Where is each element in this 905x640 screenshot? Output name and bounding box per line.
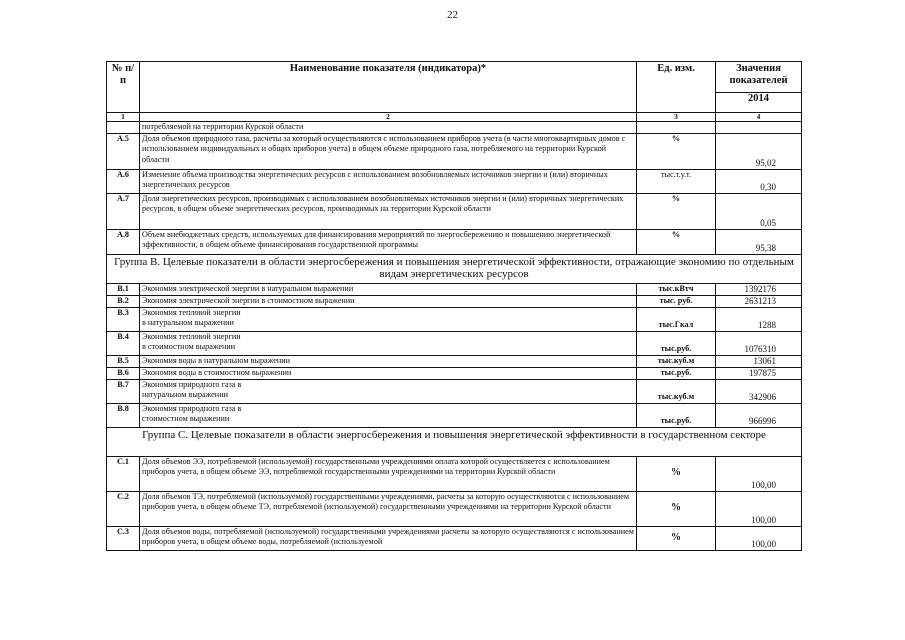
row-value: 100,00 <box>716 456 802 491</box>
row-num: А.7 <box>107 193 140 229</box>
row-unit: % <box>637 456 716 491</box>
row-unit: тыс.т.у.т. <box>637 169 716 193</box>
row-num: В.5 <box>107 355 140 367</box>
header-name: Наименование показателя (индикатора)* <box>140 62 637 113</box>
table-row <box>107 367 802 379</box>
row-num: С.1 <box>107 456 140 491</box>
row-num: С.2 <box>107 491 140 526</box>
table-row <box>107 526 802 550</box>
index-row <box>107 113 802 122</box>
row-num: В.6 <box>107 367 140 379</box>
row-unit: % <box>637 526 716 550</box>
table-row <box>107 169 802 193</box>
table-row <box>107 193 802 229</box>
row-value: 0,05 <box>716 193 802 229</box>
row-unit: % <box>637 491 716 526</box>
row-unit: тыс.кВтч <box>637 283 716 295</box>
row-value: 95,38 <box>716 229 802 254</box>
group-b-title: Группа В. Целевые показатели в области энергосбережения и повышения энергетической эффективности, отражающие экономию по отдельным видам энергетических ресурсов <box>107 254 802 283</box>
table-row <box>107 355 802 367</box>
row-name: Доля объемов природного газа, расчеты за который осуществляются с использованием приборов учета (в части многоквартирных домов с использованием индивидуальных и общих приборов учета) в общем объеме природного газа, потребляемого на территории Курской области <box>140 133 637 169</box>
row-unit: % <box>637 193 716 229</box>
row-name: Экономия тепловой энергии в натуральном выражении <box>140 307 637 331</box>
row-name: Изменение объема производства энергетических ресурсов с использованием возобновляемых источников энергии и (или) вторичных энергетических ресурсов <box>140 169 637 193</box>
row-name: Экономия электрической энергии в натуральном выражении <box>140 283 637 295</box>
row-value: 1392176 <box>716 283 802 295</box>
row-value: 13061 <box>716 355 802 367</box>
row-num: А.6 <box>107 169 140 193</box>
row-value: 100,00 <box>716 526 802 550</box>
row-name: Доля объемов воды, потребляемой (используемой) государственными учреждениями расчеты за которую осуществляются с использованием приборов учета, в общем объеме воды, потребляемой (используемой <box>140 526 637 550</box>
table-row <box>107 283 802 295</box>
row-name: Экономия электрической энергии в стоимостном выражении <box>140 295 637 307</box>
row-name: Объем внебюджетных средств, используемых для финансирования мероприятий по энергосбережению и повышению энергетической эффективности, в общем объеме финансирования государственной программы <box>140 229 637 254</box>
row-unit: тыс.куб.м <box>637 379 716 403</box>
row-value: 197875 <box>716 367 802 379</box>
row-name: Доля объемов ЭЭ, потребляемой (используемой) государственными учреждениями оплата которой осуществляется с использованием приборов учета, в общем объеме ЭЭ, потребляемой государственными учреждениями на территории Курской области <box>140 456 637 491</box>
header-year: 2014 <box>716 93 802 113</box>
row-value: 100,00 <box>716 491 802 526</box>
row-value: 0,30 <box>716 169 802 193</box>
table-row <box>107 133 802 169</box>
index-2: 2 <box>140 113 637 122</box>
row-num: В.4 <box>107 331 140 355</box>
row-name: Доля объемов ТЭ, потребляемой (используемой) государственными учреждениями, расчеты за которую осуществляются с использованием приборов учета, в общем объеме ТЭ, потребляемой (используемой) государственными учреждениями на территории Курской области <box>140 491 637 526</box>
row-name: Экономия тепловой энергии в стоимостном выражении <box>140 331 637 355</box>
row-unit: тыс.руб. <box>637 367 716 379</box>
continuation-text: потребляемой на территории Курской области <box>140 122 637 134</box>
row-name: Экономия природного газа в натуральном выражении <box>140 379 637 403</box>
header-value: Значения показателей <box>716 62 802 93</box>
row-name: Доля энергетических ресурсов, производимых с использованием возобновляемых источников энергии и (или) вторичных энергетических ресурсов, в общем объеме энергетических ресурсов, производимых на территории Курской области <box>140 193 637 229</box>
row-unit: тыс.руб. <box>637 403 716 427</box>
header-unit: Ед. изм. <box>637 62 716 113</box>
continuation-row <box>107 122 802 134</box>
index-3: 3 <box>637 113 716 122</box>
row-name: Экономия воды в стоимостном выражении <box>140 367 637 379</box>
row-unit: % <box>637 229 716 254</box>
row-num: В.2 <box>107 295 140 307</box>
row-unit: тыс. руб. <box>637 295 716 307</box>
table-row <box>107 491 802 526</box>
row-value: 1288 <box>716 307 802 331</box>
row-value: 95,02 <box>716 133 802 169</box>
row-num: В.3 <box>107 307 140 331</box>
row-unit: тыс.Гкал <box>637 307 716 331</box>
table-row <box>107 403 802 427</box>
row-num: А.5 <box>107 133 140 169</box>
row-num: В.8 <box>107 403 140 427</box>
row-unit: % <box>637 133 716 169</box>
table-row <box>107 307 802 331</box>
table-row <box>107 379 802 403</box>
table-row <box>107 456 802 491</box>
row-num: В.1 <box>107 283 140 295</box>
row-value: 1076310 <box>716 331 802 355</box>
row-num: С.3 <box>107 526 140 550</box>
row-name: Экономия воды в натуральном выражении <box>140 355 637 367</box>
row-value: 966996 <box>716 403 802 427</box>
indicators-table <box>106 61 802 551</box>
group-c-title: Группа С. Целевые показатели в области энергосбережения и повышения энергетической эффективности в государственном секторе <box>107 427 802 456</box>
index-1: 1 <box>107 113 140 122</box>
index-4: 4 <box>716 113 802 122</box>
row-name: Экономия природного газа в стоимостном выражении <box>140 403 637 427</box>
row-num: В.7 <box>107 379 140 403</box>
row-unit: тыс.руб. <box>637 331 716 355</box>
table-row <box>107 229 802 254</box>
group-b-row <box>107 254 802 283</box>
table-row <box>107 331 802 355</box>
row-num: А.8 <box>107 229 140 254</box>
page-number: 22 <box>447 9 458 21</box>
row-unit: тыс.куб.м <box>637 355 716 367</box>
header-num: № п/п <box>107 62 140 113</box>
header-row <box>107 62 802 93</box>
group-c-row <box>107 427 802 456</box>
table-row <box>107 295 802 307</box>
row-value: 2631213 <box>716 295 802 307</box>
row-value: 342906 <box>716 379 802 403</box>
